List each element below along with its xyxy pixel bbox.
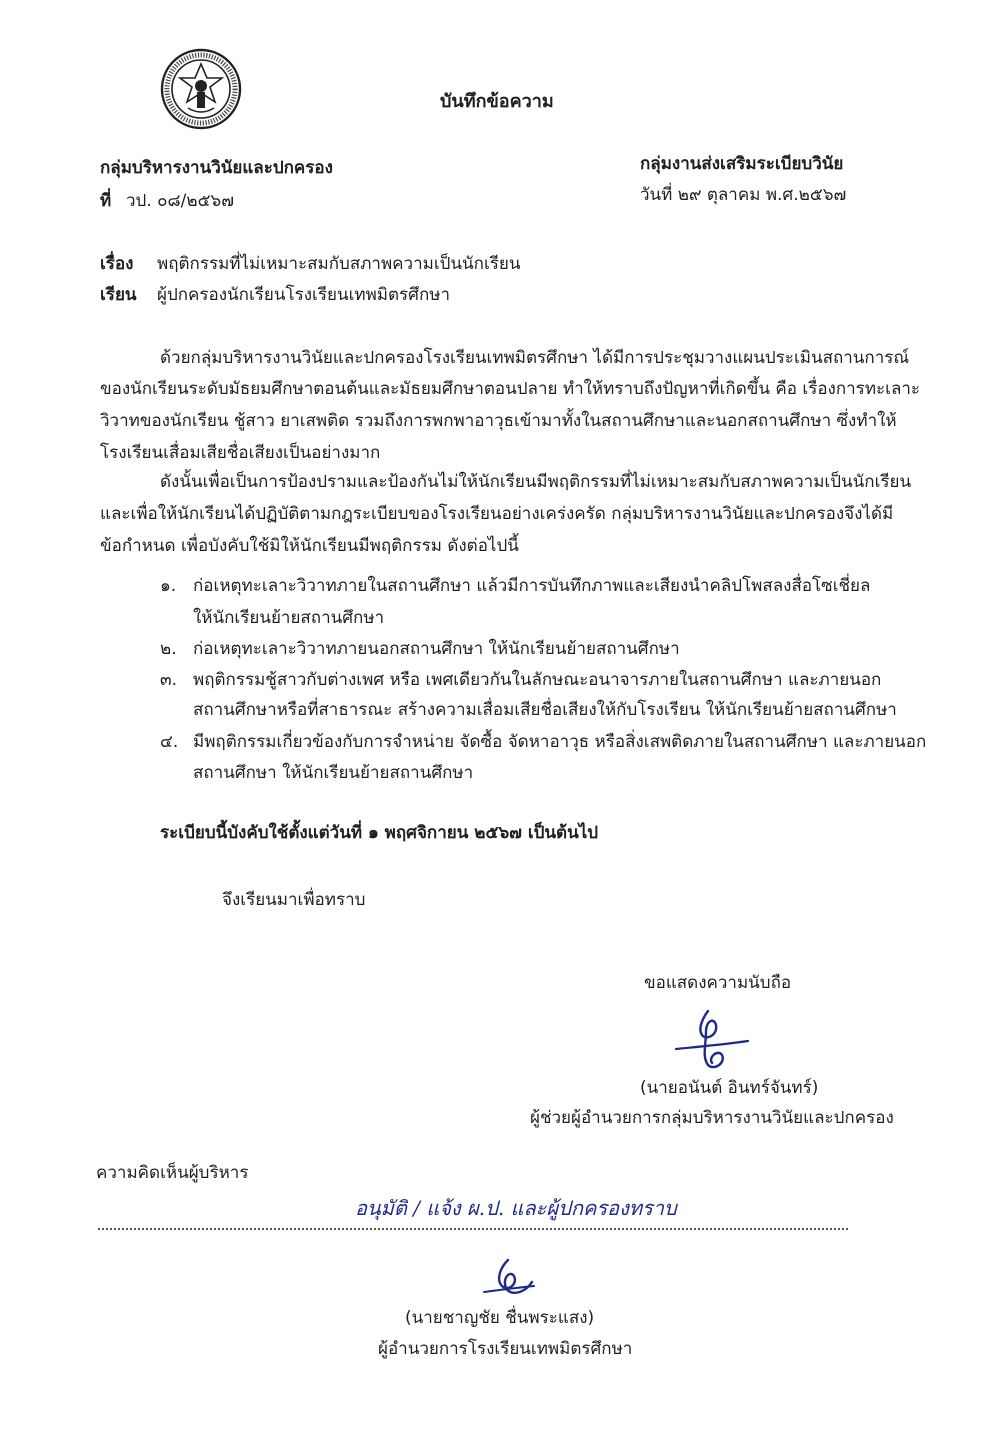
rule-1-line-2: ให้นักเรียนย้ายสถานศึกษา xyxy=(193,608,385,628)
reference-label: ที่ xyxy=(100,191,112,211)
effective-date-statement: ระเบียบนี้บังคับใช้ตั้งแต่วันที่ ๑ พฤศจิกายน ๒๕๖๗ เป็นต้นไป xyxy=(160,823,599,843)
signature-2-icon xyxy=(478,1256,538,1302)
signature-1-icon xyxy=(672,1005,752,1077)
rule-4-number: ๔. xyxy=(160,732,179,752)
school-seal-icon xyxy=(160,48,242,130)
paragraph-1-line-3: วิวาทของนักเรียน ชู้สาว ยาเสพติด รวมถึงการพกพาอาวุธเข้ามาทั้งในสถานศึกษาและนอกสถานศึกษา ซึ่งทำให้ xyxy=(100,411,897,431)
memo-title: บันทึกข้อความ xyxy=(440,91,554,112)
subject-text: พฤติกรรมที่ไม่เหมาะสมกับสภาพความเป็นนักเรียน xyxy=(157,254,521,274)
rule-1-number: ๑. xyxy=(160,576,177,596)
subject-label: เรื่อง xyxy=(100,254,134,274)
signer-2-name: (นายชาญชัย ชื่นพระแสง) xyxy=(405,1308,595,1328)
paragraph-1-line-2: ของนักเรียนระดับมัธยมศึกษาตอนต้นและมัธยมศึกษาตอนปลาย ทำให้ทราบถึงปัญหาที่เกิดขึ้น คือ เรื่องการทะเลาะ xyxy=(100,379,921,399)
paragraph-2-line-3: ข้อกำหนด เพื่อบังคับใช้มิให้นักเรียนมีพฤติกรรม ดังต่อไปนี้ xyxy=(100,536,519,556)
rule-3-line-2: สถานศึกษาหรือที่สาธารณะ สร้างความเสื่อมเสียชื่อเสียงให้กับโรงเรียน ให้นักเรียนย้ายสถานศึกษา xyxy=(193,700,897,720)
closing-line: จึงเรียนมาเพื่อทราบ xyxy=(222,890,366,910)
opinion-dotted-line xyxy=(98,1228,848,1230)
recipient-text: ผู้ปกครองนักเรียนโรงเรียนเทพมิตรศึกษา xyxy=(157,285,451,305)
signer-1-position: ผู้ช่วยผู้อำนวยการกลุ่มบริหารงานวินัยและปกครอง xyxy=(530,1108,894,1128)
admin-opinion-label: ความคิดเห็นผู้บริหาร xyxy=(96,1163,249,1183)
admin-handwritten-note: อนุมัติ / แจ้ง ผ.ป. และผู้ปกครองทราบ xyxy=(355,1196,677,1220)
paragraph-1-line-1: ด้วยกลุ่มบริหารงานวินัยและปกครองโรงเรียนเทพมิตรศึกษา ได้มีการประชุมวางแผนประเมินสถานการณ์ xyxy=(160,348,910,368)
rule-2-number: ๒. xyxy=(160,639,177,659)
rule-3-number: ๓. xyxy=(160,670,178,690)
paragraph-2-line-1: ดังนั้นเพื่อเป็นการป้องปรามและป้องกันไม่ให้นักเรียนมีพฤติกรรมที่ไม่เหมาะสมกับสภาพความเป็นนักเรียน xyxy=(160,472,912,492)
signer-2-position: ผู้อำนวยการโรงเรียนเทพมิตรศึกษา xyxy=(378,1339,633,1359)
paragraph-2-line-2: และเพื่อให้นักเรียนได้ปฏิบัติตามกฎระเบียบของโรงเรียนอย่างเคร่งครัด กลุ่มบริหารงานวินัยและปกครองจึงได้มี xyxy=(100,504,894,524)
rule-1-line-1: ก่อเหตุทะเลาะวิวาทภายในสถานศึกษา แล้วมีการบันทึกภาพและเสียงนำคลิปโพสลงสื่อโซเชี่ยล xyxy=(193,576,871,596)
reference-number: วป. ๐๘/๒๕๖๗ xyxy=(126,191,235,211)
recipient-label: เรียน xyxy=(100,285,137,305)
signer-1-name: (นายอนันต์ อินทร์จันทร์) xyxy=(640,1078,819,1098)
department-right: กลุ่มงานส่งเสริมระเบียบวินัย xyxy=(640,154,844,174)
sign-off: ขอแสดงความนับถือ xyxy=(644,973,792,993)
memo-date: วันที่ ๒๙ ตุลาคม พ.ศ.๒๕๖๗ xyxy=(640,185,847,205)
rule-4-line-2: สถานศึกษา ให้นักเรียนย้ายสถานศึกษา xyxy=(193,763,474,783)
rule-2-line-1: ก่อเหตุทะเลาะวิวาทภายนอกสถานศึกษา ให้นักเรียนย้ายสถานศึกษา xyxy=(193,639,680,659)
paragraph-1-line-4: โรงเรียนเสื่อมเสียชื่อเสียงเป็นอย่างมาก xyxy=(100,443,381,463)
rule-4-line-1: มีพฤติกรรมเกี่ยวข้องกับการจำหน่าย จัดซื้อ จัดหาอาวุธ หรือสิ่งเสพติดภายในสถานศึกษา และภายนอก xyxy=(193,732,927,752)
rule-3-line-1: พฤติกรรมชู้สาวกับต่างเพศ หรือ เพศเดียวกันในลักษณะอนาจารภายในสถานศึกษา และภายนอก xyxy=(193,670,882,690)
department-left: กลุ่มบริหารงานวินัยและปกครอง xyxy=(100,158,333,178)
